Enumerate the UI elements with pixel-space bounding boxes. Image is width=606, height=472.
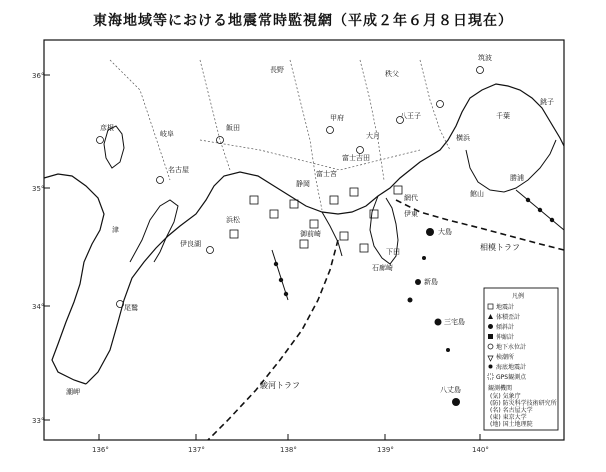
lon-axis [92, 434, 489, 454]
legend-item-extensometer: 伸縮計 [496, 334, 515, 341]
island-mikurajima [446, 348, 450, 352]
legend [484, 288, 558, 430]
lon-label-139: 139° [377, 446, 394, 454]
island-miyakejima [435, 319, 442, 326]
lat-label-35: 35° [32, 185, 45, 193]
legend-subtitle: 観測機関 [488, 385, 513, 392]
station-hikone: 彦根 [100, 124, 114, 132]
station-cluster-symbols [97, 67, 484, 308]
station-omaezaki: 御前崎 [300, 230, 321, 238]
legend-agency-nagoya: (名) 名古屋大学 [490, 407, 533, 414]
lat-axis [32, 72, 50, 425]
station-hachioji: 八王子 [400, 112, 421, 120]
island-kozushima [408, 298, 413, 303]
lon-label-140: 140° [472, 446, 489, 454]
station-ito: 伊東 [404, 210, 418, 218]
station-hamamatsu: 浜松 [226, 216, 240, 224]
lon-label-137: 137° [188, 446, 205, 454]
station-miyakejima: 三宅島 [444, 318, 465, 326]
island-hachijojima [452, 398, 460, 406]
lon-label-138: 138° [280, 446, 297, 454]
islands [408, 228, 461, 406]
station-ajiro: 網代 [404, 194, 418, 202]
station-fujinomiya: 富士宮 [316, 170, 337, 178]
obs-cable-omaezaki [272, 250, 288, 300]
lat-label-33: 33° [32, 417, 45, 425]
legend-item-strainmeter: 体積歪計 [496, 314, 521, 321]
station-otsuki: 大月 [366, 132, 380, 140]
station-niijima: 新島 [424, 278, 438, 286]
suruga-trough-line [208, 240, 338, 440]
lon-label-136: 136° [92, 446, 109, 454]
legend-item-seismometer: 地震計 [496, 304, 515, 311]
suruga-trough-label: 駿河トラフ [260, 381, 300, 390]
legend-title: 凡例 [512, 293, 525, 300]
lat-label-36: 36° [32, 72, 45, 80]
station-hachijojima: 八丈島 [440, 386, 461, 394]
sagami-trough-label: 相模トラフ [480, 243, 520, 252]
legend-item-obs: 海底地震計 [496, 364, 527, 371]
station-iida: 飯田 [226, 124, 240, 132]
station-chichibu: 秩父 [385, 70, 399, 78]
map-title: 東海地域等における地震常時監視網（平成２年６月８日現在） [93, 13, 513, 29]
station-yokohama: 横浜 [456, 134, 470, 142]
legend-agency-tokyo: (東) 東京大学 [490, 414, 527, 421]
lat-label-34: 34° [32, 303, 45, 311]
station-fujiyoshida: 富士吉田 [342, 154, 370, 162]
station-tsu: 津 [112, 226, 119, 234]
legend-agency-nied: (防) 防災科学技術研究所 [490, 400, 557, 407]
island-oshima [426, 228, 434, 236]
station-irago: 伊良湖 [180, 240, 201, 248]
station-oshima: 大島 [438, 228, 452, 236]
station-irozaki: 石廊崎 [372, 264, 393, 272]
station-choshi: 銚子 [540, 98, 554, 106]
station-tateyama: 館山 [470, 190, 484, 198]
station-gifu: 岐阜 [160, 130, 174, 138]
island-niijima [415, 279, 421, 285]
legend-agency-jma: (気) 気象庁 [490, 393, 521, 400]
lake-biwa [104, 126, 124, 168]
obs-cable-boso [516, 190, 564, 230]
station-nagoya: 名古屋 [168, 166, 189, 174]
island-toshima [422, 256, 426, 260]
station-shionomisaki: 潮岬 [66, 388, 80, 396]
station-shizuoka: 静岡 [296, 180, 310, 188]
legend-item-tiltmeter: 傾斜計 [496, 324, 515, 331]
legend-item-gps: GPS観測点 [496, 374, 527, 381]
station-kofu: 甲府 [330, 114, 344, 122]
legend-item-groundwater: 地下水位計 [496, 344, 527, 351]
station-owase: 尾鷲 [124, 304, 138, 312]
coastline-boso [466, 140, 556, 192]
legend-agency-gsi: (地) 国土地理院 [490, 421, 533, 428]
coastline-ise-bay [130, 200, 178, 262]
coastline-suruga-bay [322, 212, 342, 256]
station-shimoda: 下田 [386, 248, 400, 256]
station-chiba: 千葉 [496, 112, 510, 120]
legend-item-tide-gauge: 検潮所 [496, 354, 515, 361]
station-nagano: 長野 [270, 66, 284, 74]
station-tsukuba: 筑波 [478, 54, 492, 62]
station-katsuura: 勝浦 [510, 174, 524, 182]
